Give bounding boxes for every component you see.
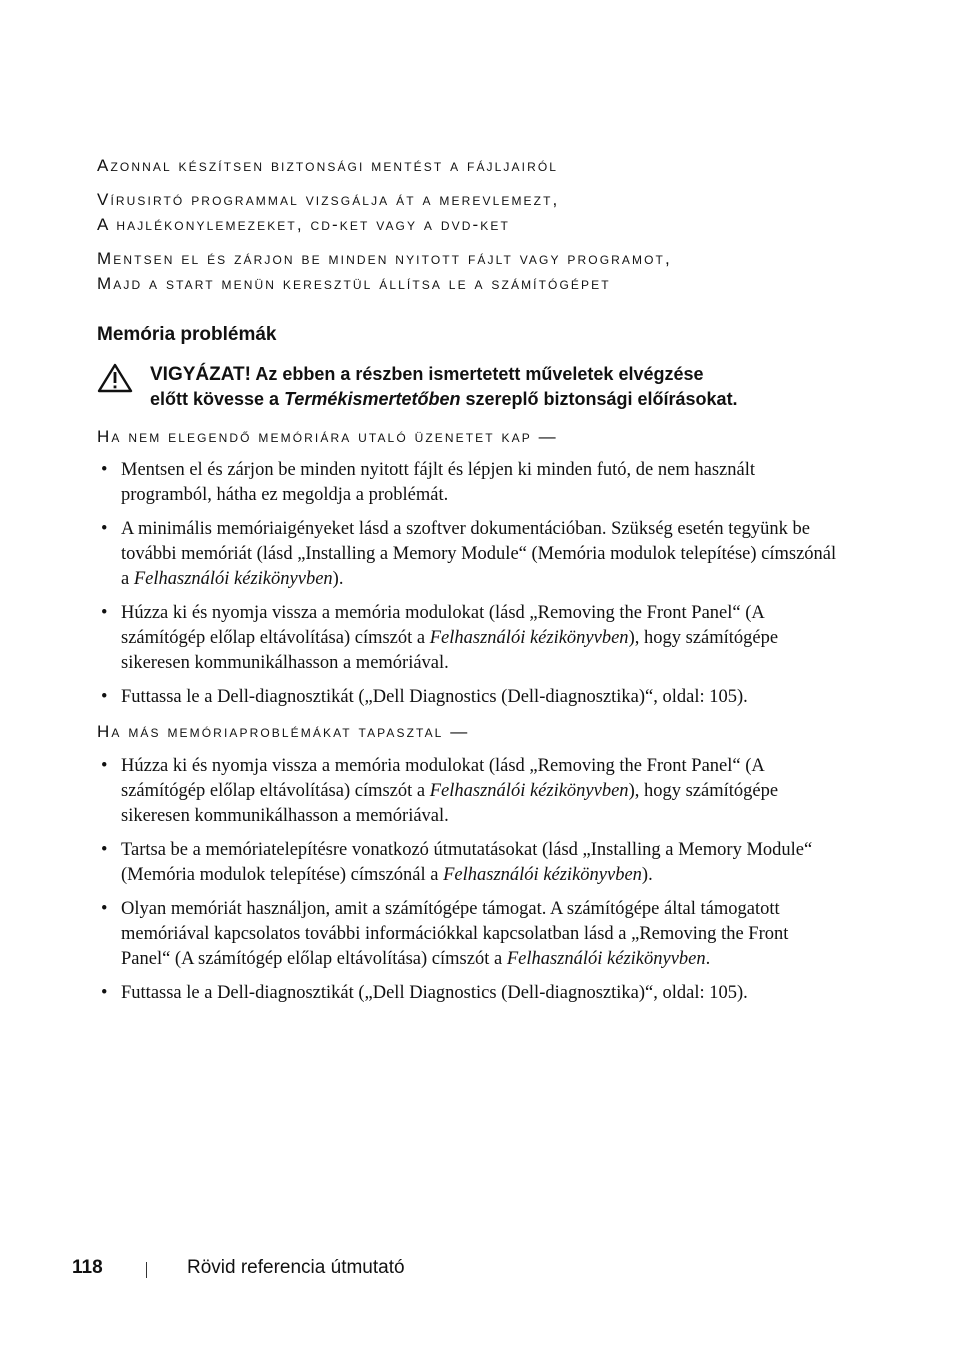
caution-lead: VIGYÁZAT! [150,364,251,385]
subheading-low-memory: Ha nem elegendő memóriára utaló üzenetet kap — [97,427,558,446]
item-text: Húzza ki és nyomja vissza a memória modulokat (lásd „Removing the Front Panel“ (A számítógép előlap eltávolítása) címszót a [121,756,764,801]
caution-line2-b: szereplő biztonsági előírásokat. [460,389,738,409]
heading-save-close-1: Mentsen el és zárjon be minden nyitott fájlt vagy programot, [97,249,672,268]
caution-line2-italic: Termékismertetőben [284,389,461,409]
item-italic: Felhasználói kézikönyvben [506,949,706,969]
item-italic: Felhasználói kézikönyvben [429,781,629,801]
list-other-memory [97,754,837,1015]
subheading-other-memory: Ha más memóriaproblémákat tapasztal — [97,722,470,741]
item-text: Mentsen el és zárjon be minden nyitott fájlt és lépjen ki minden futó, de nem használt programból, hátha ez megoldja a problémát. [121,460,755,505]
warning-triangle-icon [97,363,133,393]
heading-virus-scan-2: A hajlékonylemezeket, cd-ket vagy a dvd-ket [97,215,510,234]
section-title: Memória problémák [97,324,277,345]
item-text: Futtassa le a Dell-diagnosztikát („Dell Diagnostics (Dell-diagnosztika)“, oldal: 105). [121,983,748,1003]
list-item [97,685,837,710]
item-italic: Felhasználói kézikönyvben [429,628,629,648]
item-text: Tartsa be a memóriatelepítésre vonatkozó útmutatásokat (lásd „Installing a Memory Module“ (Memória modulok telepítése) címszónál a [121,840,813,885]
caution-text [150,362,850,412]
item-italic: Felhasználói kézikönyvben [133,569,333,589]
item-text: Húzza ki és nyomja vissza a memória modulokat (lásd „Removing the Front Panel“ (A számítógép előlap eltávolítása) címszót a [121,603,764,648]
list-item [97,897,837,972]
bullet: • [101,519,108,539]
item-text-end: ), hogy számítógépe sikeresen kommunikálhasson a memóriával. [121,628,779,673]
footer-divider [146,1262,147,1278]
list-item [97,517,837,592]
list-item [97,601,837,676]
item-text: A minimális memóriaigényeket lásd a szoftver dokumentációban. Szükség esetén tegyünk be további memóriát (lásd „Installing a Memory Module“ (Memória modulok telepítése) címszónál a [121,519,837,589]
footer-title: Rövid referencia útmutató [187,1257,405,1278]
bullet: • [101,756,108,776]
list-item [97,838,837,888]
list-item [97,458,837,508]
heading-backup: Azonnal készítsen biztonsági mentést a fájljairól [97,156,559,175]
heading-virus-scan-1: Vírusirtó programmal vizsgálja át a merevlemezt, [97,190,560,209]
item-italic: Felhasználói kézikönyvben [443,865,642,885]
bullet: • [101,840,108,860]
item-text-end: ), hogy számítógépe sikeresen kommunikálhasson a memóriával. [121,781,779,826]
item-text: Futtassa le a Dell-diagnosztikát („Dell Diagnostics (Dell-diagnosztika)“, oldal: 105). [121,687,748,707]
item-text-end: ). [332,569,344,589]
bullet: • [101,687,108,707]
bullet: • [101,899,108,919]
bullet: • [101,460,108,480]
item-text-end: ). [641,865,653,885]
list-item [97,981,837,1006]
caution-line2-a: előtt kövesse a [150,389,285,409]
list-low-memory [97,458,837,719]
list-item [97,754,837,829]
bullet: • [101,603,108,623]
page-number: 118 [72,1257,103,1278]
item-text: Olyan memóriát használjon, amit a számítógépe támogat. A számítógépe által támogatott memóriával kapcsolatos további információkkal kapcsolatban lásd a „Removing the Front Panel“ (A számítógép előlap eltávolítása) címszót a [121,899,789,969]
heading-save-close-2: Majd a start menün keresztül állítsa le a számítógépet [97,274,611,293]
caution-line1: Az ebben a részben ismertetett műveletek elvégzése [250,364,704,384]
item-text-end: . [705,949,711,969]
bullet: • [101,983,108,1003]
